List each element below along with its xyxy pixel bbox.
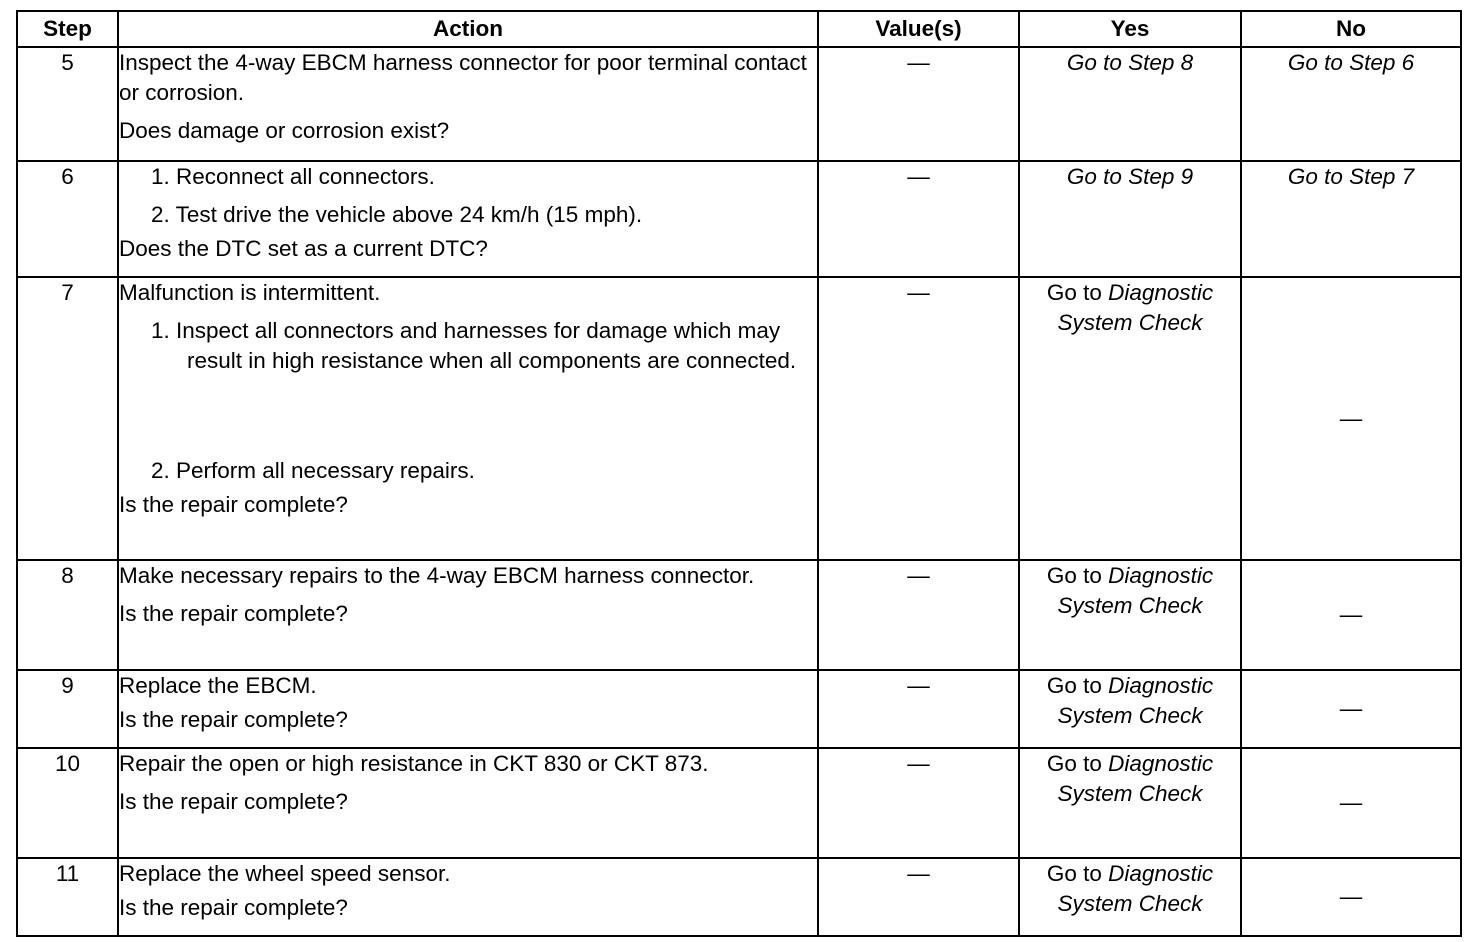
header-row xyxy=(17,11,1461,47)
no-cell: — xyxy=(1241,670,1461,748)
action-list-item: 2. Perform all necessary repairs. xyxy=(151,458,475,483)
table-row-step-6 xyxy=(17,161,1461,277)
yes-cell xyxy=(1019,670,1241,748)
action-cell xyxy=(118,161,818,277)
spacer xyxy=(119,376,817,456)
action-text: Malfunction is intermittent. xyxy=(119,280,381,305)
yes-prefix: Go to xyxy=(1046,751,1109,776)
value-cell: — xyxy=(818,161,1019,277)
no-cell: — xyxy=(1241,277,1461,560)
value-cell: — xyxy=(818,277,1019,560)
header-values: Value(s) xyxy=(818,11,1019,47)
step-number: 6 xyxy=(17,161,118,277)
action-text: Replace the wheel speed sensor. xyxy=(119,861,451,886)
action-list-item: 1. Reconnect all connectors. xyxy=(151,164,435,189)
yes-link-text: Diagnostic System Check xyxy=(1057,563,1214,618)
action-list-item: 2. Test drive the vehicle above 24 km/h (15 mph). xyxy=(151,202,643,227)
action-cell xyxy=(118,560,818,670)
action-question: Is the repair complete? xyxy=(119,601,348,626)
step-number: 11 xyxy=(17,858,118,936)
no-cell: Go to Step 6 xyxy=(1241,47,1461,161)
value-cell: — xyxy=(818,47,1019,161)
yes-link-text: Diagnostic System Check xyxy=(1057,280,1214,335)
action-question: Is the repair complete? xyxy=(119,789,348,814)
table-row-step-10 xyxy=(17,748,1461,858)
yes-cell: Go to Step 9 xyxy=(1019,161,1241,277)
table-row-step-7 xyxy=(17,277,1461,560)
value-cell: — xyxy=(818,858,1019,936)
action-text: Replace the EBCM. xyxy=(119,673,317,698)
table-row-step-5 xyxy=(17,47,1461,161)
step-number: 10 xyxy=(17,748,118,858)
table-row-step-8 xyxy=(17,560,1461,670)
action-question: Does the DTC set as a current DTC? xyxy=(119,236,488,261)
action-cell xyxy=(118,277,818,560)
no-cell: — xyxy=(1241,858,1461,936)
no-cell: Go to Step 7 xyxy=(1241,161,1461,277)
action-text: Inspect the 4-way EBCM harness connector for poor terminal contact or corrosion. xyxy=(119,50,807,105)
yes-prefix: Go to xyxy=(1046,563,1109,588)
table-row-step-11 xyxy=(17,858,1461,936)
yes-cell xyxy=(1019,277,1241,560)
action-cell xyxy=(118,858,818,936)
yes-link-text: Diagnostic System Check xyxy=(1057,751,1214,806)
step-number: 8 xyxy=(17,560,118,670)
header-no: No xyxy=(1241,11,1461,47)
action-list-item: 1. Inspect all connectors and harnesses for damage which may result in high resistance when all components are connected. xyxy=(151,318,797,373)
yes-cell xyxy=(1019,858,1241,936)
yes-prefix: Go to xyxy=(1046,673,1109,698)
yes-prefix: Go to xyxy=(1046,861,1109,886)
header-yes: Yes xyxy=(1019,11,1241,47)
yes-link-text: Diagnostic System Check xyxy=(1057,673,1214,728)
action-cell xyxy=(118,47,818,161)
no-cell: — xyxy=(1241,560,1461,670)
action-text: Repair the open or high resistance in CKT 830 or CKT 873. xyxy=(119,751,709,776)
action-cell xyxy=(118,670,818,748)
step-number: 9 xyxy=(17,670,118,748)
value-cell: — xyxy=(818,560,1019,670)
action-question: Is the repair complete? xyxy=(119,895,348,920)
yes-cell xyxy=(1019,748,1241,858)
table-row-step-9 xyxy=(17,670,1461,748)
diagnostic-table xyxy=(16,10,1462,937)
action-question: Does damage or corrosion exist? xyxy=(119,118,450,143)
header-step: Step xyxy=(17,11,118,47)
value-cell: — xyxy=(818,748,1019,858)
yes-cell: Go to Step 8 xyxy=(1019,47,1241,161)
step-number: 7 xyxy=(17,277,118,560)
value-cell: — xyxy=(818,670,1019,748)
action-cell xyxy=(118,748,818,858)
action-question: Is the repair complete? xyxy=(119,707,348,732)
yes-prefix: Go to xyxy=(1046,280,1109,305)
action-question: Is the repair complete? xyxy=(119,492,348,517)
action-text: Make necessary repairs to the 4-way EBCM harness connector. xyxy=(119,563,755,588)
step-number: 5 xyxy=(17,47,118,161)
yes-link-text: Diagnostic System Check xyxy=(1057,861,1214,916)
no-cell: — xyxy=(1241,748,1461,858)
yes-cell xyxy=(1019,560,1241,670)
header-action: Action xyxy=(118,11,818,47)
